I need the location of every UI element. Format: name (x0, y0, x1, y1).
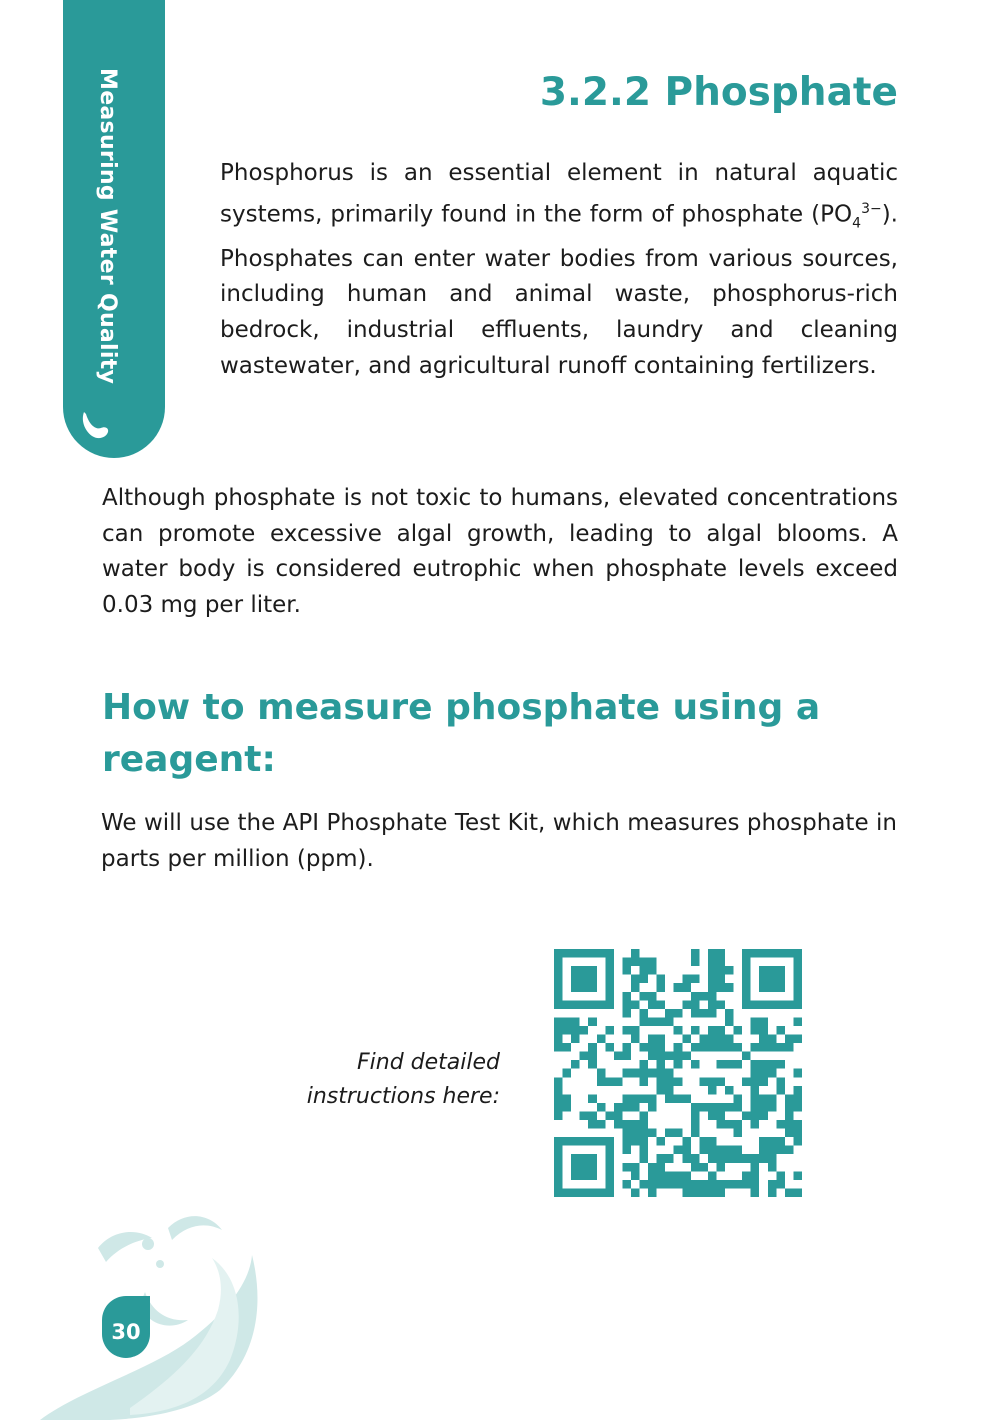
intro-paragraph: Phosphorus is an essential element in natural aquatic systems, primarily found in the form of phosphate $(PO_4^{3-})$. Phosphates can enter water bodies from various sources, including human and animal waste, phosphorus-rich bedrock, industrial effluents, laundry and cleaning wastewater, and agricultural runoff containing fertilizers. (220, 160, 898, 379)
test-kit-paragraph: We will use the API Phosphate Test Kit, which measures phosphate in parts per million (ppm). (101, 810, 897, 872)
side-tab-label: Measuring Water Quality (95, 68, 120, 385)
water-drop-icon (78, 408, 112, 442)
measure-heading: How to measure phosphate using a reagent: (102, 687, 821, 780)
section-title: 3.2.2 Phosphate (539, 70, 898, 115)
qr-caption: Find detailed instructions here: (306, 1050, 500, 1109)
page-number: 30 (102, 1296, 150, 1358)
eutrophication-paragraph: Although phosphate is not toxic to humans, elevated concentrations can promote excessive algal growth, leading to algal blooms. A water body is considered eutrophic when phosphate levels exceed 0.03 mg per liter. (102, 485, 898, 619)
qr-code[interactable] (554, 949, 802, 1197)
